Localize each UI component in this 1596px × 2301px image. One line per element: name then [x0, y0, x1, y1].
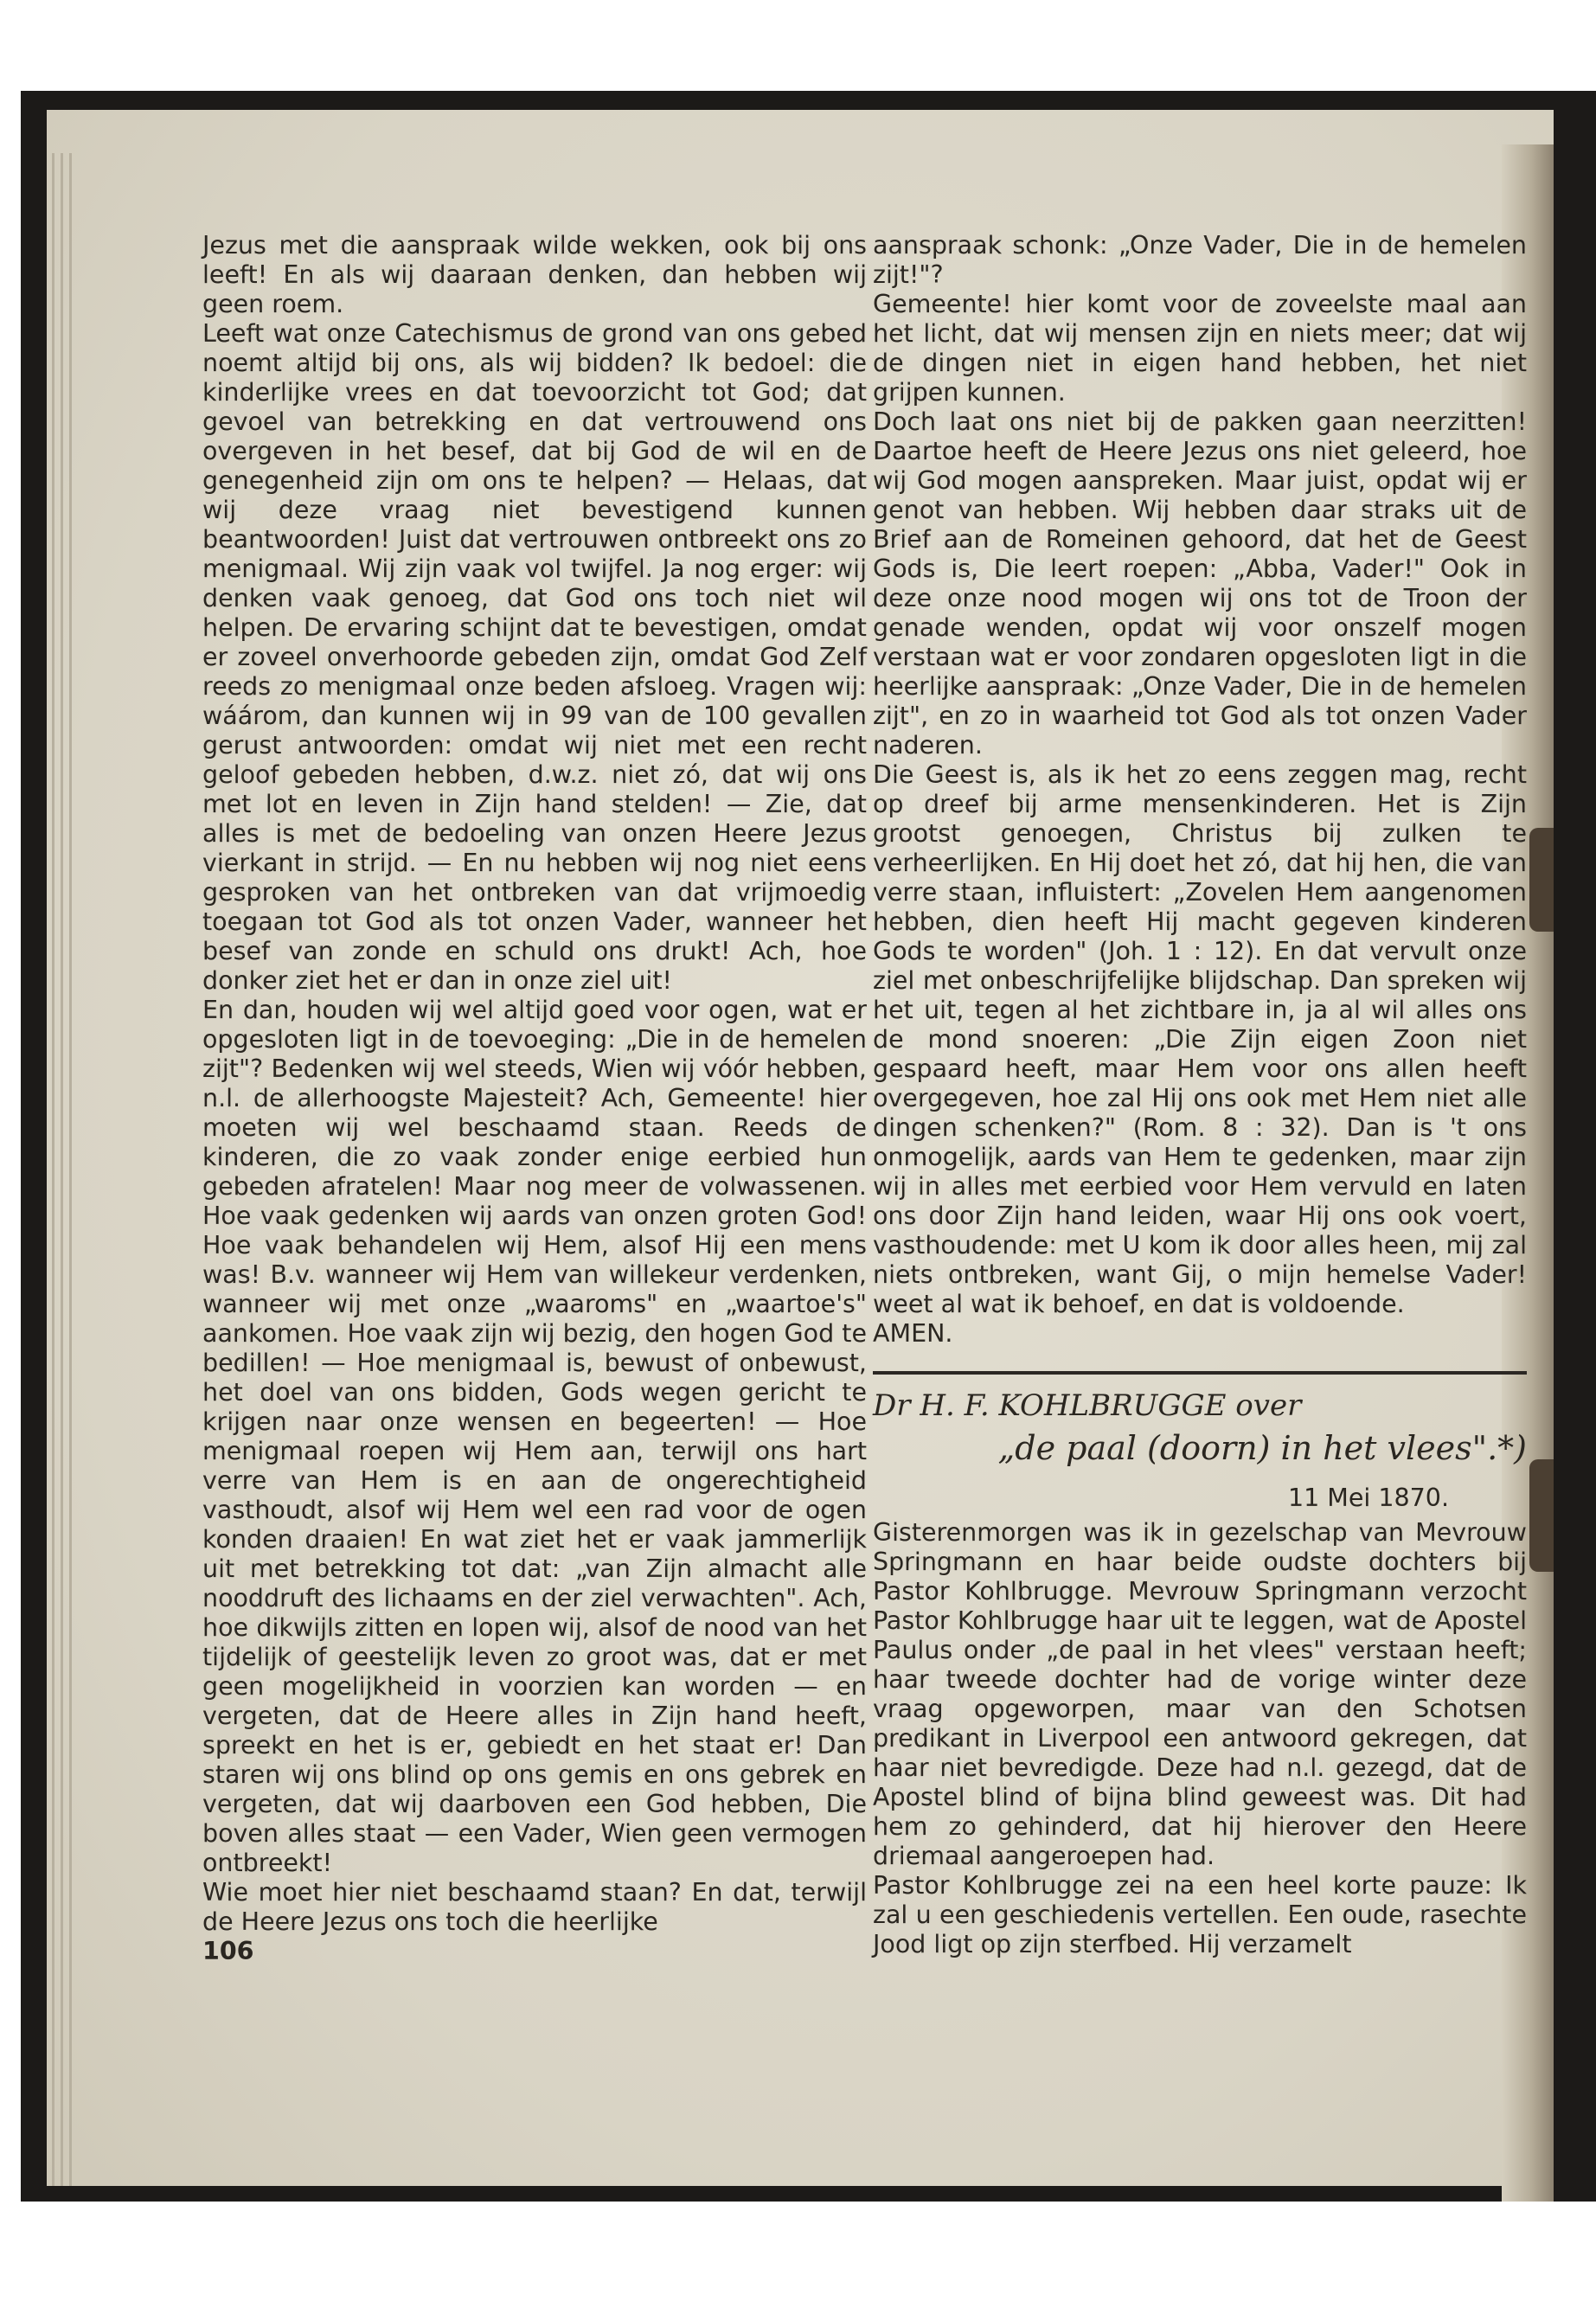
paragraph: Doch laat ons niet bij de pakken gaan neerzitten! Daartoe heeft de Heere Jezus ons niet geleerd, hoe wij God mogen aanspreken. Maar juist, opdat wij er genot van hebben. Wij hebben daar straks uit de Brief aan de Romeinen gehoord, dat het de Geest Gods is, Die leert roepen: „Abba, Vader!" Ook in deze onze nood mogen wij ons tot de Troon der genade wenden, opdat wij voor onszelf mogen verstaan wat er voor zondaren opgesloten ligt in die heerlijke aanspraak: „Onze Vader, Die in de hemelen zijt", en zo in waarheid tot God als tot onzen Vader naderen.: [873, 407, 1527, 760]
right-column: [873, 231, 1527, 1959]
paragraph: Pastor Kohlbrugge zei na een heel korte pauze: Ik zal u een geschiedenis vertellen. Een oude, rasechte Jood ligt op zijn sterfbed. Hij verzamelt: [873, 1871, 1527, 1958]
paragraph: Leeft wat onze Catechismus de grond van ons gebed noemt altijd bij ons, als wij bidden? Ik bedoel: die kinderlijke vrees en dat toevoorzicht tot God; dat gevoel van betrekking en dat vertrouwend ons overgeven in het besef, dat bij God de wil en de genegenheid zijn om ons te helpen? — Helaas, dat wij deze vraag niet bevestigend kunnen beantwoorden! Juist dat vertrouwen ontbreekt ons zo menigmaal. Wij zijn vaak vol twijfel. Ja nog erger: wij denken vaak genoeg, dat God ons toch niet wil helpen. De ervaring schijnt dat te bevestigen, omdat er zoveel onverhoorde gebeden zijn, omdat God Zelf reeds zo menigmaal onze beden afsloeg. Vragen wij: wáárom, dan kunnen wij in 99 van de 100 gevallen gerust antwoorden: omdat wij niet met een recht geloof gebeden hebben, d.w.z. niet zó, dat wij ons met lot en leven in Zijn hand stelden! — Zie, dat alles is met de bedoeling van onzen Heere Jezus vierkant in strijd. — En nu hebben wij nog niet eens gesproken van het ontbreken van dat vrijmoedig toegaan tot God als tot onzen Vader, wanneer het besef van zonde en schuld ons drukt! Ach, hoe donker ziet het er dan in onze ziel uit!: [202, 319, 867, 995]
paragraph: Jezus met die aanspraak wilde wekken, ook bij ons leeft! En als wij daaraan denken, dan hebben wij geen roem.: [202, 231, 867, 318]
paragraph: Wie moet hier niet beschaamd staan? En dat, terwijl de Heere Jezus ons toch die heerlijke: [202, 1878, 867, 1936]
left-column: [202, 231, 867, 1966]
bookmark-tab: [1529, 1459, 1554, 1572]
amen-signoff: AMEN.: [873, 1319, 953, 1348]
bookmark-tab: [1529, 828, 1554, 932]
article-heading-author: Dr H. F. KOHLBRUGGE over: [873, 1388, 1302, 1423]
article-heading-title: „de paal (doorn) in het vlees".*): [997, 1429, 1527, 1467]
paragraph: Gemeente! hier komt voor de zoveelste maal aan het licht, dat wij mensen zijn en niets meer; dat wij de dingen niet in eigen hand hebben, het niet grijpen kunnen.: [873, 290, 1527, 407]
scanned-page-background: [21, 91, 1596, 2202]
paragraph: Die Geest is, als ik het zo eens zeggen mag, recht op dreef bij arme mensenkinderen. Het is Zijn grootst genoegen, Christus bij zulken te verheerlijken. En Hij doet het zó, dat hij hen, die van verre staan, influistert: „Zovelen Hem aangenomen hebben, dien heeft Hij macht gegeven kinderen Gods te worden" (Joh. 1 : 12). En dat vervult onze ziel met onbeschrijfelijke blijdschap. Dan spreken wij het uit, tegen al het zichtbare in, ja al wil alles ons de mond snoeren: „Die Zijn eigen Zoon niet gespaard heeft, maar Hem voor ons allen heeft overgegeven, hoe zal Hij ons ook met Hem niet alle dingen schenken?" (Rom. 8 : 32). Dan is 't ons onmogelijk, aards van Hem te gedenken, maar zijn wij in alles met eerbied voor Hem vervuld en laten ons door Zijn hand leiden, waar Hij ons ook voert, vasthoudende: met U kom ik door alles heen, mij zal niets ontbreken, want Gij, o mijn hemelse Vader! weet al wat ik behoef, en dat is voldoende.: [873, 760, 1527, 1318]
paragraph: Gisterenmorgen was ik in gezelschap van Mevrouw Springmann en haar beide oudste dochters bij Pastor Kohlbrugge. Mevrouw Springmann verzocht Pastor Kohlbrugge haar uit te leggen, wat de Apostel Paulus onder „de paal in het vlees" verstaan heeft; haar tweede dochter had de vorige winter deze vraag opgeworpen, maar van den Schotsen predikant in Liverpool een antwoord gekregen, dat haar niet bevredigde. Deze had n.l. gezegd, dat de Apostel blind of bijna blind geweest was. Dit had hem zo gehinderd, dat hij hierover den Heere driemaal aangeroepen had.: [873, 1518, 1527, 1870]
article-date: 11 Mei 1870.: [1287, 1484, 1449, 1512]
page-edge: [52, 153, 54, 2186]
page-edge: [69, 153, 72, 2186]
paragraph: En dan, houden wij wel altijd goed voor ogen, wat er opgesloten ligt in de toevoeging: „Die in de hemelen zijt"? Bedenken wij wel steeds, Wien wij vóór hebben, n.l. de allerhoogste Majesteit? Ach, Gemeente! hier moeten wij wel beschaamd staan. Reeds de kinderen, die zo vaak zonder enige eerbied hun gebeden afratelen! Maar nog meer de volwassenen. Hoe vaak gedenken wij aards van onzen groten God! Hoe vaak behandelen wij Hem, alsof Hij een mens was! B.v. wanneer wij Hem van willekeur verdenken, wanneer wij met onze „waaroms" en „waartoe's" aankomen. Hoe vaak zijn wij bezig, den hogen God te bedillen! — Hoe menigmaal is, bewust of onbewust, het doel van ons bidden, Gods wegen gericht te krijgen naar onze wensen en begeerten! — Hoe menigmaal roepen wij Hem aan, terwijl ons hart verre van Hem is en aan de ongerechtigheid vasthoudt, alsof wij Hem wel een rad voor de ogen konden draaien! En wat ziet het er vaak jammerlijk uit met betrekking tot dat: „van Zijn almacht alle nooddruft des lichaams en der ziel verwachten". Ach, hoe dikwijls zitten en lopen wij, alsof de nood van het tijdelijk of geestelijk leven zo groot was, dat er met geen mogelijkheid in voorzien kan worden — en vergeten, dat de Heere alles in Zijn hand heeft, spreekt en het is er, gebiedt en het staat er! Dan staren wij ons blind op ons gemis en ons gebrek en vergeten, dat wij daarboven een God hebben, Die boven alles staat — een Vader, Wien geen vermogen ontbreekt!: [202, 996, 867, 1877]
page-number: 106: [202, 1937, 254, 1965]
paragraph: aanspraak schonk: „Onze Vader, Die in de hemelen zijt!"?: [873, 231, 1527, 289]
book-page: [47, 110, 1554, 2186]
page-edge: [61, 153, 63, 2186]
section-divider: [873, 1371, 1527, 1375]
